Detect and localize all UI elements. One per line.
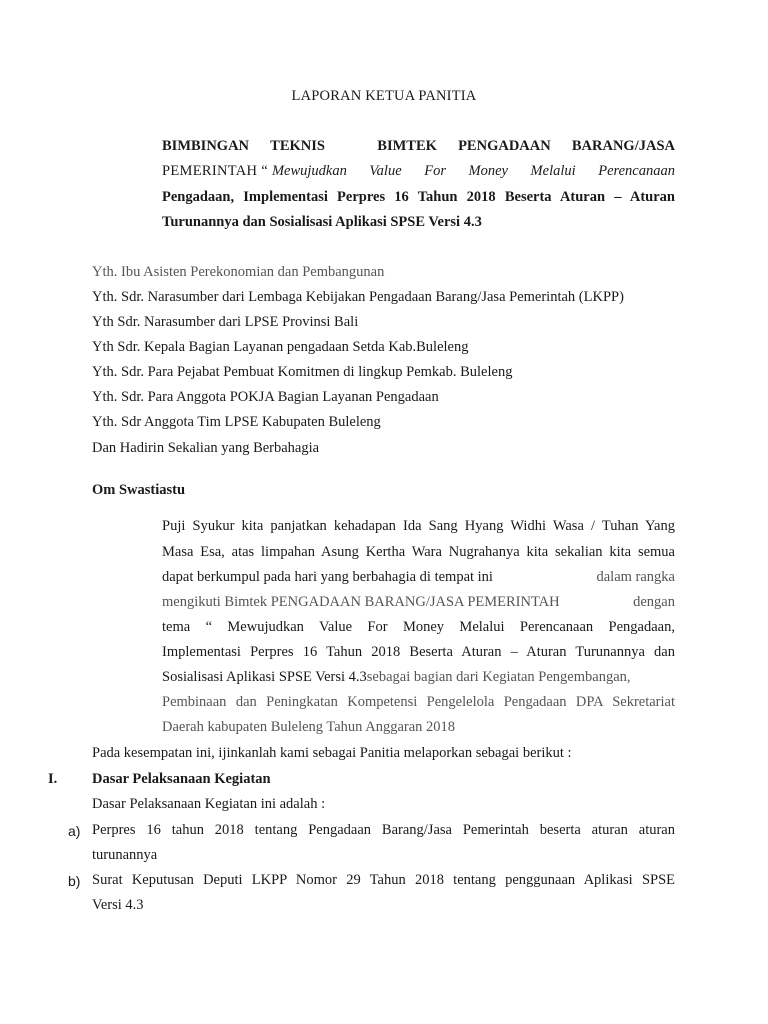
section-title: Dasar Pelaksanaan Kegiatan bbox=[92, 771, 271, 787]
document-title: LAPORAN KETUA PANITIA bbox=[291, 88, 477, 104]
body-line-7: Sosialisasi Aplikasi SPSE Versi 4.3sebagai bagian dari Kegiatan Pengembangan, bbox=[162, 669, 631, 685]
greeting-line-2: Yth. Sdr. Narasumber dari Lembaga Kebijakan Pengadaan Barang/Jasa Pemerintah (LKPP) bbox=[92, 289, 624, 305]
body-line-4: mengikuti Bimtek PENGADAAN BARANG/JASA PEMERINTAH dengan bbox=[162, 594, 675, 610]
list-marker-b: b) bbox=[68, 873, 81, 889]
body-line-8: Pembinaan dan Peningkatan Kompetensi Pengelelola Pengadaan DPA Sekretariat bbox=[162, 694, 675, 710]
subtitle-line-4: Turunannya dan Sosialisasi Aplikasi SPSE Versi 4.3 bbox=[162, 214, 482, 230]
section-intro: Dasar Pelaksanaan Kegiatan ini adalah : bbox=[92, 796, 326, 812]
list-marker-a: a) bbox=[68, 823, 81, 839]
salutation: Om Swastiastu bbox=[92, 482, 186, 498]
subtitle-line-1: BIMBINGAN TEKNIS BIMTEK PENGADAAN BARANG/JASA bbox=[162, 138, 675, 154]
greeting-line-3: Yth Sdr. Narasumber dari LPSE Provinsi Bali bbox=[92, 314, 359, 330]
greeting-line-5: Yth. Sdr. Para Pejabat Pembuat Komitmen di lingkup Pemkab. Buleleng bbox=[92, 364, 513, 380]
body-line-3: dapat berkumpul pada hari yang berbahagia di tempat ini dalam rangka bbox=[162, 569, 675, 585]
list-item-a-line-1: Perpres 16 tahun 2018 tentang Pengadaan Barang/Jasa Pemerintah beserta aturan aturan bbox=[92, 822, 675, 838]
body-line-1: Puji Syukur kita panjatkan kehadapan Ida Sang Hyang Widhi Wasa / Tuhan Yang bbox=[162, 518, 675, 534]
greeting-line-4: Yth Sdr. Kepala Bagian Layanan pengadaan Setda Kab.Buleleng bbox=[92, 339, 469, 355]
subtitle-line-2: PEMERINTAH “ Mewujudkan Value For Money Melalui Perencanaan bbox=[162, 163, 675, 179]
body-line-5: tema “ Mewujudkan Value For Money Melalui Perencanaan Pengadaan, bbox=[162, 619, 675, 635]
section-number: I. bbox=[48, 771, 58, 787]
greeting-line-7: Yth. Sdr Anggota Tim LPSE Kabupaten Buleleng bbox=[92, 414, 381, 430]
list-item-b-line-2: Versi 4.3 bbox=[92, 897, 144, 913]
body-line-2: Masa Esa, atas limpahan Asung Kertha Wara Nugrahanya kita sekalian kita semua bbox=[162, 544, 675, 560]
greeting-line-1: Yth. Ibu Asisten Perekonomian dan Pembangunan bbox=[92, 264, 385, 280]
greeting-line-8: Dan Hadirin Sekalian yang Berbahagia bbox=[92, 440, 320, 456]
report-intro: Pada kesempatan ini, ijinkanlah kami sebagai Panitia melaporkan sebagai berikut : bbox=[92, 745, 572, 761]
list-item-b-line-1: Surat Keputusan Deputi LKPP Nomor 29 Tahun 2018 tentang penggunaan Aplikasi SPSE bbox=[92, 872, 675, 888]
body-line-6: Implementasi Perpres 16 Tahun 2018 Beserta Aturan – Aturan Turunannya dan bbox=[162, 644, 675, 660]
greeting-line-6: Yth. Sdr. Para Anggota POKJA Bagian Layanan Pengadaan bbox=[92, 389, 439, 405]
list-item-a-line-2: turunannya bbox=[92, 847, 158, 863]
body-line-9: Daerah kabupaten Buleleng Tahun Anggaran 2018 bbox=[162, 719, 456, 735]
subtitle-line-3: Pengadaan, Implementasi Perpres 16 Tahun 2018 Beserta Aturan – Aturan bbox=[162, 189, 675, 205]
